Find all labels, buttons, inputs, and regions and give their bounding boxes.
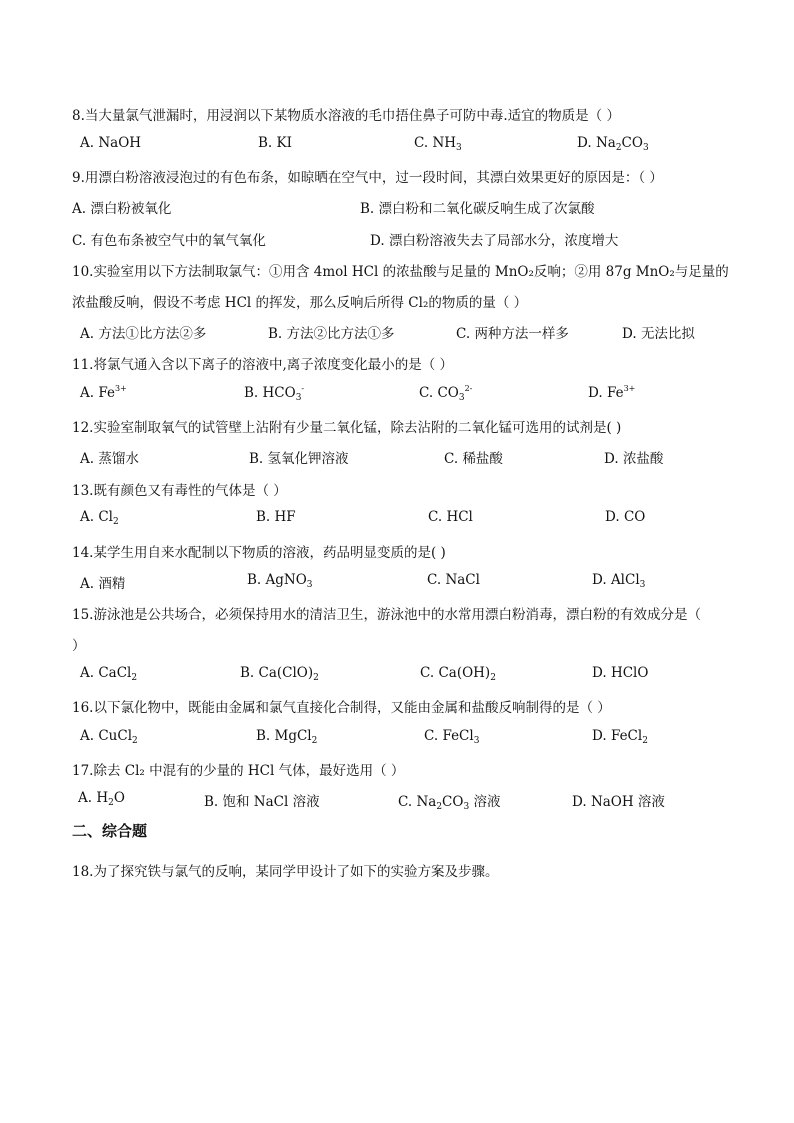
option-b: B. 方法②比方法①多	[268, 326, 395, 342]
option-b: B. MgCl$_2$	[256, 728, 318, 746]
question-13-stem: 13.既有颜色又有毒性的气体是（ ）	[72, 483, 287, 499]
question-14-stem: 14.某学生用自来水配制以下物质的溶液，药品明显变质的是( )	[72, 545, 446, 561]
option-c: C. $Ca(OH)_2$	[420, 665, 496, 683]
question-14-options	[72, 572, 732, 592]
option-c: C. $CO_3^{2-}$	[419, 384, 473, 403]
question-12-options	[72, 447, 732, 467]
question-10-stem-line1: 10.实验室用以下方法制取氯气：①用含 4mol HCl 的浓盐酸与足量的 MnO₂反响；②用 87g MnO₂与足量的	[72, 264, 729, 280]
option-a: A. $Fe^{3+}$	[80, 384, 127, 401]
option-a: A. 方法①比方法②多	[80, 326, 207, 342]
option-c: C. NaCl	[427, 572, 480, 588]
option-a: A. 蒸馏水	[80, 451, 139, 467]
option-a: A. CaCl$_2$	[80, 665, 138, 683]
question-8-options	[72, 135, 732, 155]
option-d: D. NaOH 溶液	[572, 794, 665, 810]
question-9-options	[72, 197, 732, 217]
question-8-stem: 8.当大量氯气泄漏时，用浸润以下某物质水溶液的毛巾捂住鼻子可防中毒.适宜的物质是（ ）	[72, 108, 620, 124]
option-d: D. 浓盐酸	[604, 451, 664, 467]
option-b: B. $Ca(ClO)_2$	[240, 665, 319, 683]
question-16-stem: 16.以下氯化物中，既能由金属和氯气直接化合制得，又能由金属和盐酸反响制得的是（ ）	[72, 700, 611, 716]
option-b: B. HF	[256, 509, 296, 525]
section-title: 二、综合题	[72, 822, 148, 840]
option-a: A. $H_2O$	[78, 790, 125, 808]
option-b: B. KI	[258, 135, 292, 151]
option-a: A. NaOH	[80, 135, 142, 151]
option-c: C. $Na_2CO_3$ 溶液	[398, 794, 501, 812]
option-d: D. 漂白粉溶液失去了局部水分，浓度增大	[370, 233, 619, 249]
question-11-stem: 11.将氯气通入含以下离子的溶液中,离子浓度变化最小的是（ ）	[72, 357, 454, 373]
question-17-stem: 17.除去 Cl₂ 中混有的少量的 HCl 气体，最好选用（ ）	[72, 763, 405, 779]
question-15-options	[72, 665, 732, 685]
question-10-options	[72, 322, 732, 342]
option-c: C. HCl	[428, 509, 473, 525]
question-10-stem-line2: 浓盐酸反响，假设不考虑 HCl 的挥发，那么反响后所得 Cl₂的物质的量（ ）	[72, 295, 528, 311]
question-11-options	[72, 384, 732, 404]
option-a: A. 酒精	[80, 576, 126, 592]
option-a: A. 漂白粉被氧化	[72, 201, 172, 217]
question-15-stem-line1: 15.游泳池是公共场合，必须保持用水的清洁卫生，游泳池中的水常用漂白粉消毒，漂白粉的有效成分是（	[72, 607, 701, 623]
question-9-stem: 9.用漂白粉溶液浸泡过的有色布条，如晾晒在空气中，过一段时间，其漂白效果更好的原因是：（ ）	[72, 170, 663, 186]
option-d: D. FeCl$_2$	[592, 728, 648, 746]
option-d: D. $Na_2CO_3$	[577, 135, 649, 153]
option-c: C. $NH_3$	[414, 135, 462, 153]
option-d: D. AlCl$_3$	[592, 572, 646, 590]
option-d: D. 无法比拟	[622, 326, 695, 342]
option-b: B. AgNO$_3$	[247, 572, 313, 590]
question-17-options	[72, 790, 732, 810]
question-9-options-row2	[72, 229, 732, 249]
question-13-options	[72, 509, 732, 529]
option-c: C. FeCl$_3$	[424, 728, 480, 746]
option-c: C. 两种方法一样多	[456, 326, 569, 342]
option-a: A. $Cl_2$	[80, 509, 119, 527]
question-16-options	[72, 728, 732, 748]
question-18-stem: 18.为了探究铁与氯气的反响，某同学甲设计了如下的实验方案及步骤。	[72, 864, 499, 880]
option-a: A. CuCl$_2$	[80, 728, 138, 746]
question-15-stem-line2: ）	[72, 638, 86, 654]
option-c: C. 稀盐酸	[444, 451, 503, 467]
option-d: D. HClO	[592, 665, 649, 681]
option-b: B. 饱和 NaCl 溶液	[204, 794, 320, 810]
question-12-stem: 12.实验室制取氧气的试管壁上沾附有少量二氧化锰，除去沾附的二氧化锰可选用的试剂是( )	[72, 420, 622, 436]
option-d: D. CO	[605, 509, 646, 525]
option-d: D. $Fe^{3+}$	[588, 384, 636, 401]
option-b: B. 漂白粉和二氧化碳反响生成了次氯酸	[360, 201, 595, 217]
option-c: C. 有色布条被空气中的氧气氧化	[72, 233, 266, 249]
option-b: B. 氢氧化钾溶液	[249, 451, 349, 467]
option-b: B. $HCO_3^-$	[244, 384, 305, 403]
